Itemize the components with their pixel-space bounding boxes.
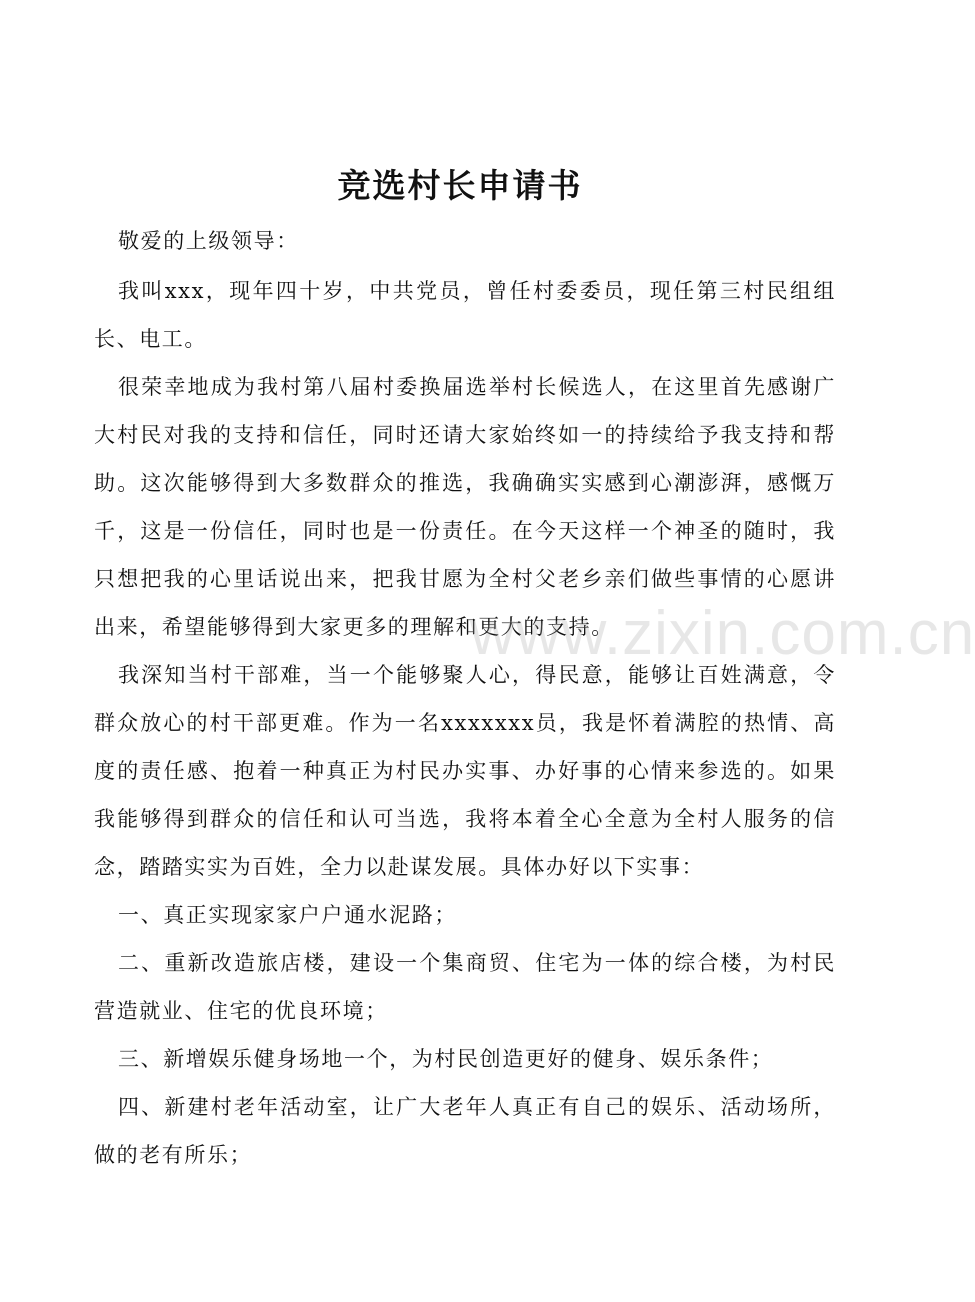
- document-title: 竞选村长申请书: [337, 166, 583, 205]
- document-body: [94, 217, 836, 1179]
- plan-item-3: 三、新增娱乐健身场地一个，为村民创造更好的健身、娱乐条件；: [118, 1047, 774, 1071]
- paragraph-commitment: 我深知当村干部难，当一个能够聚人心，得民意，能够让百姓满意，令群众放心的村干部更难。作为一名xxxxxxx员，我是怀着满腔的热情、高度的责任感、抱着一种真正为村民办实事、办好事的心情来参选的。如果我能够得到群众的信任和认可当选，我将本着全心全意为全村人服务的信念，踏踏实实为百姓，全力以赴谋发展。具体办好以下实事：: [94, 663, 836, 879]
- salutation: 敬爱的上级领导：: [118, 229, 299, 253]
- watermark: www.zixin.com.cn: [470, 599, 975, 668]
- plan-item-4: 四、新建村老年活动室，让广大老年人真正有自己的娱乐、活动场所，做的老有所乐；: [94, 1095, 836, 1167]
- paragraph-thanks: 很荣幸地成为我村第八届村委换届选举村长候选人，在这里首先感谢广大村民对我的支持和信任，同时还请大家始终如一的持续给予我支持和帮助。这次能够得到大多数群众的推选，我确确实实感到心潮澎湃，感慨万千，这是一份信任，同时也是一份责任。在今天这样一个神圣的随时，我只想把我的心里话说出来，把我甘愿为全村父老乡亲们做些事情的心愿讲出来，希望能够得到大家更多的理解和更大的支持。: [94, 375, 836, 639]
- plan-item-1: 一、真正实现家家户户通水泥路；: [118, 903, 457, 927]
- paragraph-intro: 我叫xxx，现年四十岁，中共党员，曾任村委委员，现任第三村民组组长、电工。: [94, 279, 836, 351]
- plan-item-2: 二、重新改造旅店楼，建设一个集商贸、住宅为一体的综合楼，为村民营造就业、住宅的优良环境；: [94, 951, 836, 1023]
